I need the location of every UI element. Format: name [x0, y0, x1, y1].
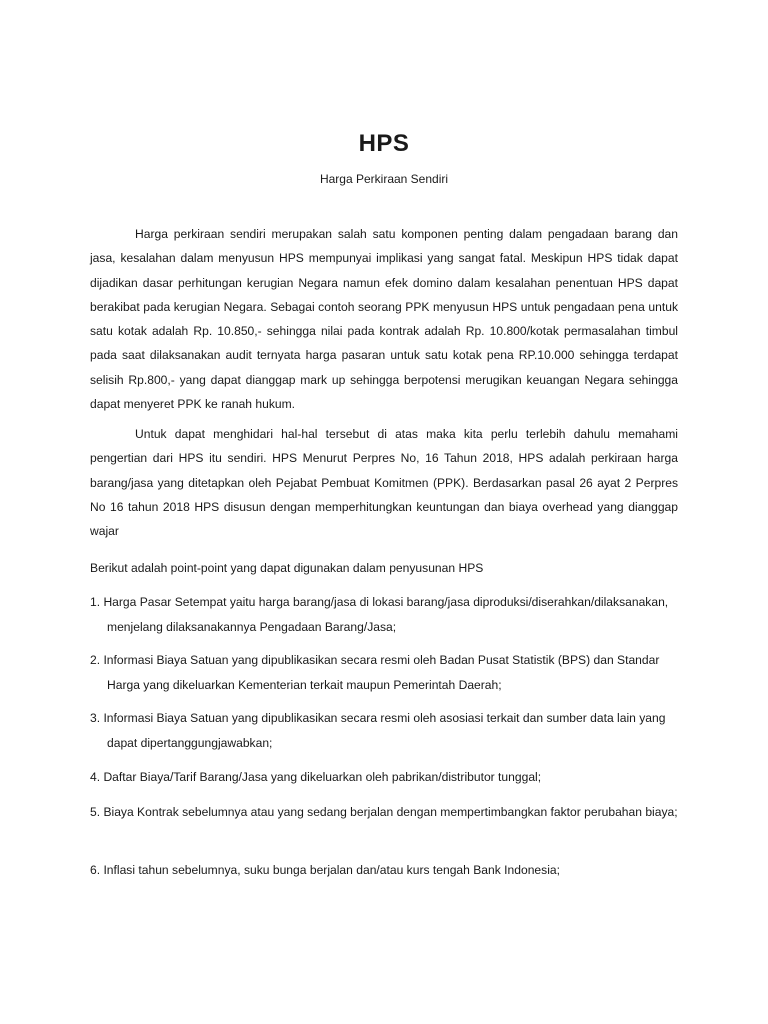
- list-item: 1. Harga Pasar Setempat yaitu harga barang/jasa di lokasi barang/jasa diproduksi/diserahkan/dilaksanakan, menjelang dilaksanakannya Pengadaan Barang/Jasa;: [90, 595, 669, 634]
- list-item: 3. Informasi Biaya Satuan yang dipublikasikan secara resmi oleh asosiasi terkait dan sumber data lain yang dapat dipertanggungjawabkan;: [90, 711, 666, 750]
- list-intro: Berikut adalah point-point yang dapat digunakan dalam penyusunan HPS: [90, 561, 484, 575]
- list-item: 2. Informasi Biaya Satuan yang dipublikasikan secara resmi oleh Badan Pusat Statistik (BPS) dan Standar Harga yang dikeluarkan Kementerian terkait maupun Pemerintah Daerah;: [90, 653, 660, 692]
- document-page: [90, 0, 678, 1024]
- document-title: HPS: [358, 130, 410, 157]
- document-subtitle: Harga Perkiraan Sendiri: [319, 172, 449, 186]
- list-item: 4. Daftar Biaya/Tarif Barang/Jasa yang dikeluarkan oleh pabrikan/distributor tunggal;: [90, 770, 542, 784]
- paragraph-2: Untuk dapat menghidari hal-hal tersebut di atas maka kita perlu terlebih dahulu memahami pengertian dari HPS itu sendiri. HPS Menurut Perpres No, 16 Tahun 2018, HPS adalah perkiraan harga barang/jasa yang ditetapkan oleh Pejabat Pembuat Komitmen (PPK). Berdasarkan pasal 26 ayat 2 Perpres No 16 tahun 2018 HPS disusun dengan memperhitungkan keuntungan dan biaya overhead yang dianggap wajar: [90, 427, 678, 539]
- paragraph-1: Harga perkiraan sendiri merupakan salah satu komponen penting dalam pengadaan barang dan jasa, kesalahan dalam menyusun HPS mempunyai implikasi yang sangat fatal. Meskipun HPS tidak dapat dijadikan dasar perhitungan kerugian Negara namun efek domino dalam kesalahan penentuan HPS dapat berakibat pada kerugian Negara. Sebagai contoh seorang PPK menyusun HPS untuk pengadaan pena untuk satu kotak adalah Rp. 10.850,- sehingga nilai pada kontrak adalah Rp. 10.800/kotak permasalahan timbul pada saat dilaksanakan audit ternyata harga pasaran untuk satu kotak pena RP.10.000 sehingga terdapat selisih Rp.800,- yang dapat dianggap mark up sehingga berpotensi merugikan keuangan Negara sehingga dapat menyeret PPK ke ranah hukum.: [90, 227, 678, 412]
- list-item: 6. Inflasi tahun sebelumnya, suku bunga berjalan dan/atau kurs tengah Bank Indonesia;: [90, 863, 560, 877]
- list-item: 5. Biaya Kontrak sebelumnya atau yang sedang berjalan dengan mempertimbangkan faktor perubahan biaya;: [90, 805, 678, 819]
